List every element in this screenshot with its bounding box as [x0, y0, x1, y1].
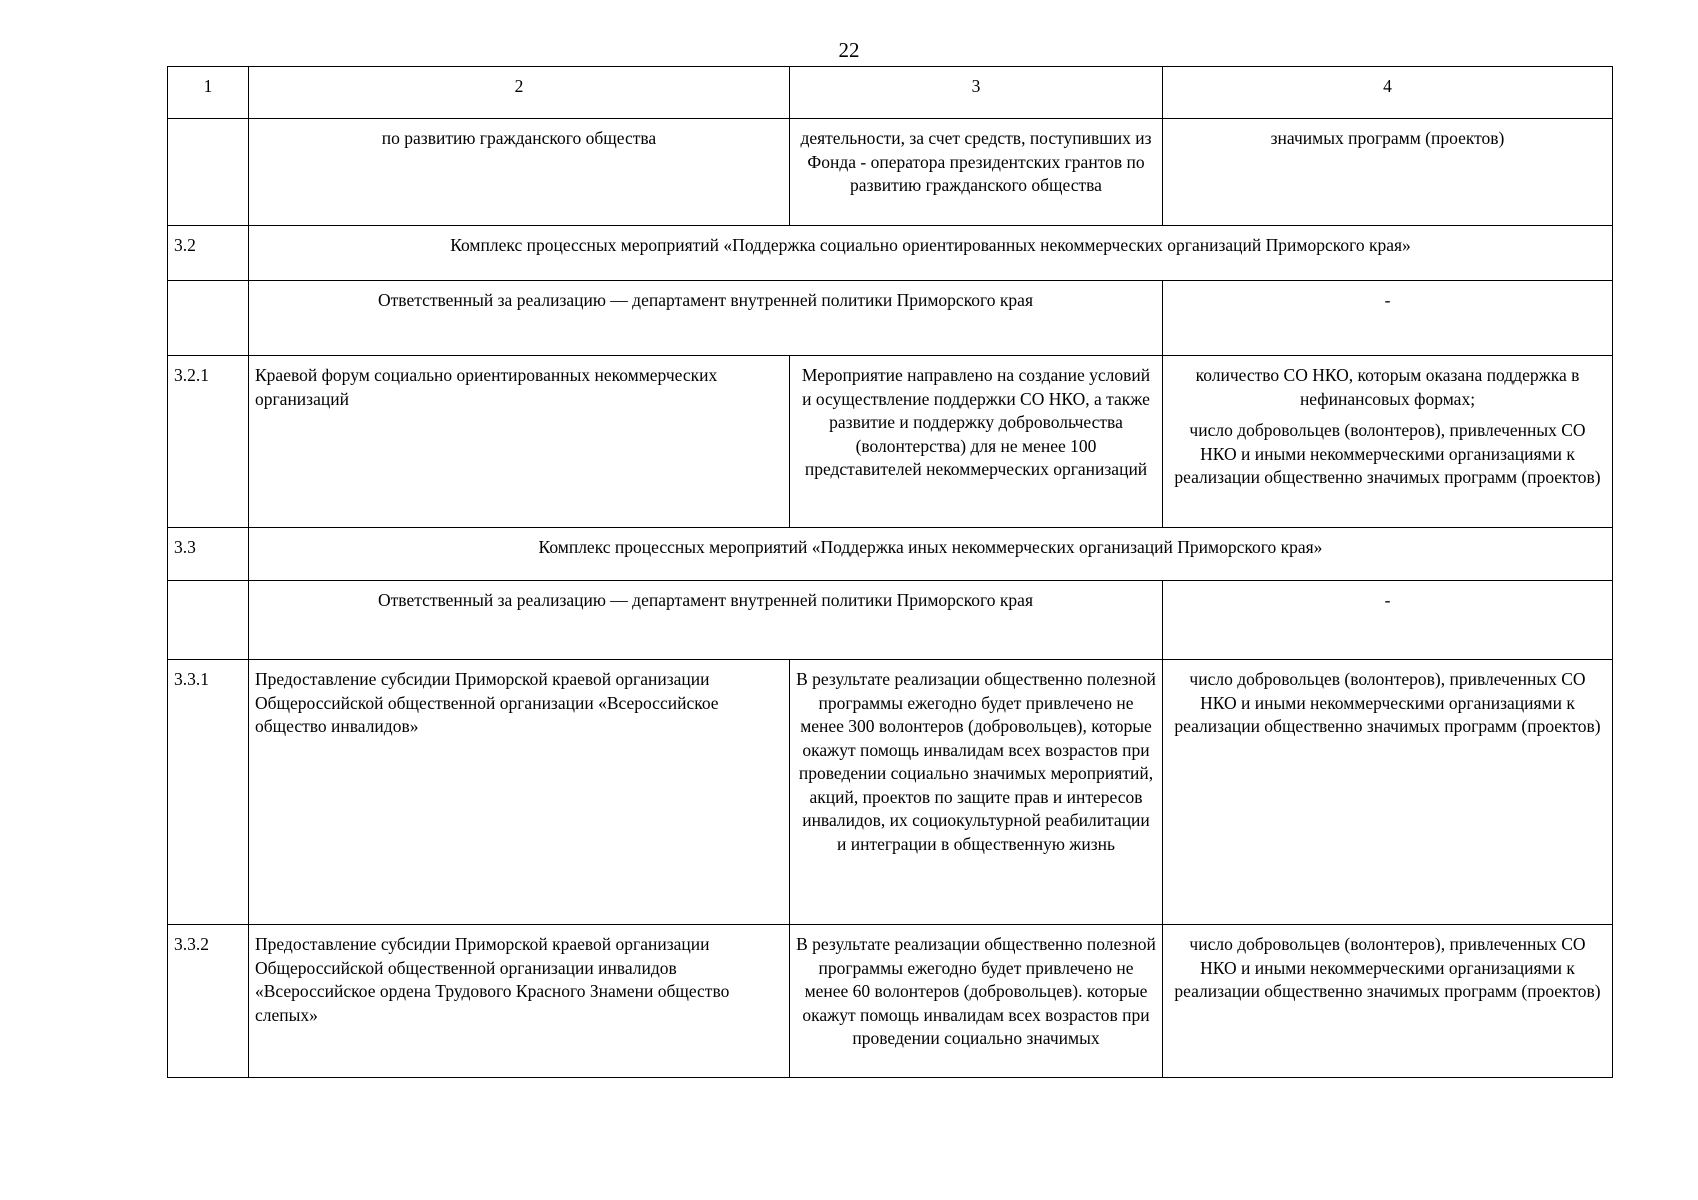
header-col-4: 4 — [1163, 67, 1613, 119]
row-3-3-1-indicator: число добровольцев (волонтеров), привлеченных СО НКО и иными некоммерческими организациями к реализации общественно значимых программ (проектов) — [1163, 660, 1613, 925]
row-3-3-2-number: 3.3.2 — [168, 925, 249, 1078]
row-3-2-1-description: Мероприятие направлено на создание условий и осуществление поддержки СО НКО, а также развитие и поддержку добровольчества (волонтерства) для не менее 100 представителей некоммерческих организаций — [790, 356, 1163, 528]
section-3-2-number: 3.2 — [168, 226, 249, 281]
section-3-2-row — [168, 226, 1613, 281]
section-3-3-row — [168, 528, 1613, 581]
section-3-3-title: Комплекс процессных мероприятий «Поддержка иных некоммерческих организаций Приморского края» — [249, 528, 1613, 581]
section-3-2-responsible-row — [168, 281, 1613, 356]
section-3-2-responsible: Ответственный за реализацию — департамент внутренней политики Приморского края — [249, 281, 1163, 356]
continuation-name: по развитию гражданского общества — [249, 119, 790, 226]
continuation-indicator: значимых программ (проектов) — [1163, 119, 1613, 226]
row-3-3-2-name: Предоставление субсидии Приморской краевой организации Общероссийской общественной организации инвалидов «Всероссийское ордена Трудового Красного Знамени общество слепых» — [249, 925, 790, 1078]
measures-table — [167, 66, 1613, 1078]
row-3-2-1 — [168, 356, 1613, 528]
page-number: 22 — [838, 38, 860, 62]
section-3-3-responsible: Ответственный за реализацию — департамент внутренней политики Приморского края — [249, 581, 1163, 660]
header-row — [168, 67, 1613, 119]
section-3-2-title: Комплекс процессных мероприятий «Поддержка социально ориентированных некоммерческих организаций Приморского края» — [249, 226, 1613, 281]
row-3-3-1-name: Предоставление субсидии Приморской краевой организации Общероссийской общественной организации «Всероссийское общество инвалидов» — [249, 660, 790, 925]
row-3-3-2 — [168, 925, 1613, 1078]
row-3-2-1-indicator-1: количество СО НКО, которым оказана поддержка в нефинансовых формах; — [1195, 365, 1580, 409]
row-3-2-1-indicator-2: число добровольцев (волонтеров), привлеченных СО НКО и иными некоммерческими организациями к реализации общественно значимых программ (проектов) — [1174, 420, 1601, 487]
row-3-3-1-number: 3.3.1 — [168, 660, 249, 925]
row-3-2-1-name: Краевой форум социально ориентированных некоммерческих организаций — [249, 356, 790, 528]
section-3-3-responsible-value: - — [1163, 581, 1613, 660]
row-3-3-2-indicator: число добровольцев (волонтеров), привлеченных СО НКО и иными некоммерческими организациями к реализации общественно значимых программ (проектов) — [1163, 925, 1613, 1078]
row-3-3-1 — [168, 660, 1613, 925]
row-3-3-1-description: В результате реализации общественно полезной программы ежегодно будет привлечено не менее 300 волонтеров (добровольцев), которые окажут помощь инвалидам всех возрастов при проведении социально значимых мероприятий, акций, проектов по защите прав и интересов инвалидов, их социокультурной реабилитации и интеграции в общественную жизнь — [790, 660, 1163, 925]
continuation-description: деятельности, за счет средств, поступивших из Фонда - оператора президентских грантов по развитию гражданского общества — [790, 119, 1163, 226]
section-3-2-responsible-value: - — [1163, 281, 1613, 356]
row-3-2-1-indicators — [1163, 356, 1613, 528]
continuation-number — [168, 119, 249, 226]
header-col-1: 1 — [168, 67, 249, 119]
row-3-3-2-description: В результате реализации общественно полезной программы ежегодно будет привлечено не менее 60 волонтеров (добровольцев). которые окажут помощь инвалидам всех возрастов при проведении социально значимых — [790, 925, 1163, 1078]
section-3-2-responsible-number — [168, 281, 249, 356]
section-3-3-responsible-number — [168, 581, 249, 660]
header-col-3: 3 — [790, 67, 1163, 119]
row-3-2-1-number: 3.2.1 — [168, 356, 249, 528]
continuation-row — [168, 119, 1613, 226]
section-3-3-responsible-row — [168, 581, 1613, 660]
header-col-2: 2 — [249, 67, 790, 119]
section-3-3-number: 3.3 — [168, 528, 249, 581]
